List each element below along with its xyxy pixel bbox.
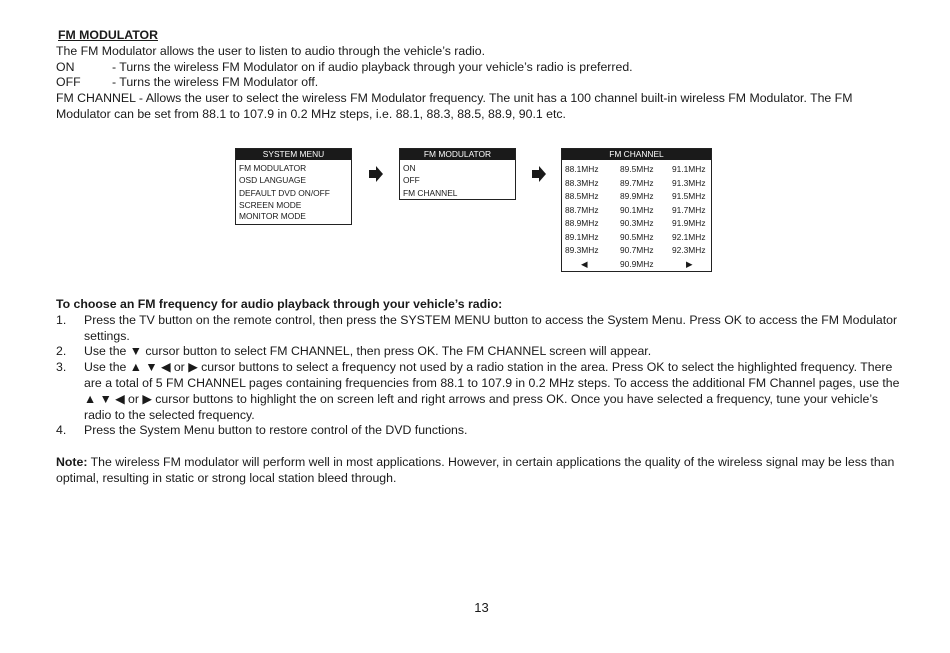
menu-item: DEFAULT DVD ON/OFF bbox=[239, 187, 330, 198]
channel-cell: 89.7MHz bbox=[620, 177, 654, 188]
system-menu-title: SYSTEM MENU bbox=[236, 149, 351, 160]
channel-cell: 92.3MHz bbox=[672, 245, 706, 255]
menu-item: OFF bbox=[403, 175, 420, 186]
fm-channel-menu-title: FM CHANNEL bbox=[562, 149, 711, 160]
channel-cell: 91.5MHz bbox=[672, 191, 706, 201]
channel-cell: 88.5MHz bbox=[565, 191, 599, 201]
channel-cell: 91.1MHz bbox=[672, 164, 706, 174]
channel-cell: 91.9MHz bbox=[672, 218, 706, 228]
steps-heading: To choose an FM frequency for audio playback through your vehicle’s radio: bbox=[56, 297, 503, 311]
fm-modulator-menu-box bbox=[399, 148, 516, 200]
channel-nav-row bbox=[562, 258, 711, 271]
channel-cell: 90.3MHz bbox=[620, 218, 654, 228]
channel-cell: 89.1MHz bbox=[565, 231, 599, 242]
flow-arrow-icon bbox=[369, 166, 383, 182]
channel-cell: 89.9MHz bbox=[620, 191, 654, 201]
option-key: ON bbox=[56, 59, 75, 74]
fm-channel-menu-box bbox=[561, 148, 712, 272]
channel-cell: 89.5MHz bbox=[620, 164, 654, 174]
list-item bbox=[56, 313, 906, 345]
channel-cell: 88.9MHz bbox=[565, 218, 599, 228]
channel-cell: 91.7MHz bbox=[672, 204, 706, 215]
note-text: The wireless FM modulator will perform well in most applications. However, in certain applications the quality of the wireless signal may be less than optimal, resulting in static or strong local station bleed through. bbox=[56, 455, 895, 485]
page-right-icon: ▶ bbox=[686, 258, 693, 269]
section-heading: FM MODULATOR bbox=[58, 28, 158, 42]
step-text: Press the System Menu button to restore control of the DVD functions. bbox=[84, 423, 468, 438]
channel-cell: 88.1MHz bbox=[565, 164, 599, 174]
channel-description: FM CHANNEL - Allows the user to select the wireless FM Modulator frequency. The unit has a 100 channel built-in wireless FM Modulator. The FM Modulator can be set from 88.1 to 107.9 in 0.2 MHz steps, i.e. 88.1, 88.3, 88.5, 88.9, 90.1 etc. bbox=[56, 91, 853, 121]
menu-item: MONITOR MODE bbox=[239, 211, 306, 222]
channel-cell: 90.7MHz bbox=[620, 245, 654, 255]
option-text: - Turns the wireless FM Modulator on if audio playback through your vehicle’s radio is preferred. bbox=[112, 59, 633, 74]
system-menu-box bbox=[235, 148, 352, 225]
list-item bbox=[56, 360, 906, 423]
intro-section bbox=[56, 28, 906, 123]
menu-item: FM CHANNEL bbox=[403, 187, 458, 198]
menu-item: FM MODULATOR bbox=[239, 163, 307, 173]
menu-item: SCREEN MODE bbox=[239, 199, 302, 210]
option-on bbox=[56, 60, 906, 76]
option-key: OFF bbox=[56, 75, 81, 90]
fm-modulator-menu-title: FM MODULATOR bbox=[400, 149, 515, 160]
list-item bbox=[56, 344, 906, 360]
step-number: 1. bbox=[56, 312, 67, 327]
channel-cell: 90.9MHz bbox=[620, 258, 654, 269]
step-number: 3. bbox=[56, 360, 67, 375]
steps-section bbox=[56, 297, 906, 439]
page-left-icon: ◀ bbox=[581, 258, 588, 269]
flow-arrow-icon bbox=[532, 166, 546, 182]
menu-item: OSD LANGUAGE bbox=[239, 175, 307, 186]
step-text: Use the ▲ ▼ ◀ or ▶ cursor buttons to select a frequency not used by a radio station in the area. Press OK to select the highlighted frequency. There are a total of 5 FM CHANNEL pages containing frequencies from 88.1 to 107.9 in 0.2 MHz steps. To access the additional FM Channel pages, use the ▲ ▼ ◀ or ▶ cursor buttons to highlight the on screen left and right arrows and press OK. Once you have selected a frequency, tune your vehicle’s radio to the selected frequency. bbox=[84, 360, 900, 422]
channel-cell: 88.3MHz bbox=[565, 177, 599, 188]
channel-cell: 89.3MHz bbox=[565, 245, 599, 255]
step-text: Use the ▼ cursor button to select FM CHANNEL, then press OK. The FM CHANNEL screen will appear. bbox=[84, 344, 652, 359]
step-number: 4. bbox=[56, 423, 67, 438]
page-number: 13 bbox=[474, 600, 489, 615]
option-text: - Turns the wireless FM Modulator off. bbox=[112, 75, 319, 90]
channel-cell: 92.1MHz bbox=[672, 231, 706, 242]
note-label: Note: bbox=[56, 455, 88, 469]
intro-description: The FM Modulator allows the user to listen to audio through the vehicle’s radio. bbox=[56, 43, 486, 58]
channel-grid bbox=[562, 160, 711, 258]
step-number: 2. bbox=[56, 344, 67, 359]
step-text: Press the TV button on the remote control, then press the SYSTEM MENU button to access the System Menu. Press OK to access the FM Modulator settings. bbox=[84, 312, 898, 343]
menu-item: ON bbox=[403, 163, 416, 173]
note-section bbox=[56, 455, 906, 487]
channel-cell: 88.7MHz bbox=[565, 204, 599, 215]
list-item bbox=[56, 423, 906, 439]
channel-cell: 90.5MHz bbox=[620, 231, 654, 242]
steps-list bbox=[56, 313, 906, 439]
option-off bbox=[56, 75, 906, 91]
channel-cell: 91.3MHz bbox=[672, 177, 706, 188]
channel-cell: 90.1MHz bbox=[620, 204, 654, 215]
